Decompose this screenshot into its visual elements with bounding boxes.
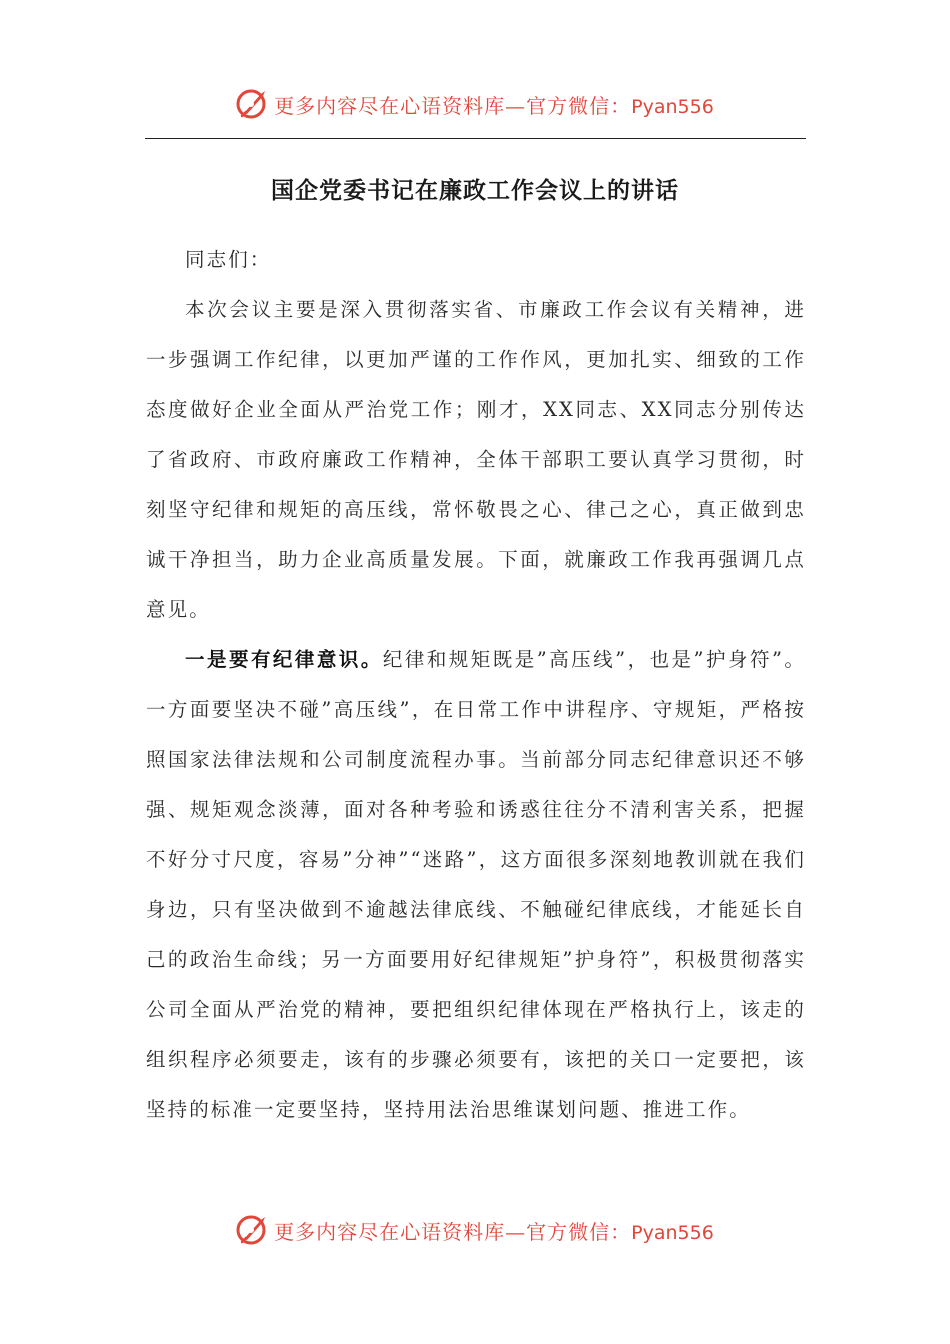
paragraph-2-lead: 一是要有纪律意识。: [185, 648, 383, 671]
document-body: [146, 235, 806, 1135]
watermark-text: 更多内容尽在心语资料库—官方微信：Pyan556: [274, 1219, 714, 1244]
paragraph-2: [146, 635, 806, 1135]
watermark-text: 更多内容尽在心语资料库—官方微信：Pyan556: [274, 93, 714, 118]
salutation: 同志们：: [185, 248, 272, 271]
footer-watermark: [0, 1210, 950, 1250]
header-rule: [145, 138, 806, 139]
paragraph-2-text: 纪律和规矩既是”高压线”，也是”护身符”。一方面要坚决不碰”高压线”，在日常工作中讲程序、守规矩，严格按照国家法律法规和公司制度流程办事。当前部分同志纪律意识还不够强、规矩观念淡薄，面对各种考验和诱惑往往分不清利害关系，把握不好分寸尺度，容易”分神”“迷路”，这方面很多深刻地教训就在我们身边，只有坚决做到不逾越法律底线、不触碰纪律底线，才能延长自己的政治生命线；另一方面要用好纪律规矩”护身符”，积极贯彻落实公司全面从严治党的精神，要把组织纪律体现在严格执行上，该走的组织程序必须要走，该有的步骤必须要有，该把的关口一定要把，该坚持的标准一定要坚持，坚持用法治思维谋划问题、推进工作。: [146, 648, 806, 1121]
document-title: 国企党委书记在廉政工作会议上的讲话: [271, 177, 679, 204]
wechat-id: Pyan556: [631, 95, 714, 118]
paragraph-1: [146, 285, 806, 635]
paragraph-1-text: 本次会议主要是深入贯彻落实省、市廉政工作会议有关精神，进一步强调工作纪律，以更加严谨的工作作风，更加扎实、细致的工作态度做好企业全面从严治党工作；刚才，XX同志、XX同志分别传达了省政府、市政府廉政工作精神，全体干部职工要认真学习贯彻，时刻坚守纪律和规矩的高压线，常怀敬畏之心、律己之心，真正做到忠诚干净担当，助力企业高质量发展。下面，就廉政工作我再强调几点意见。: [146, 298, 806, 621]
quill-logo-icon: [236, 87, 270, 121]
quill-logo-icon: [236, 1213, 270, 1247]
header-watermark: [0, 84, 950, 124]
wechat-id: Pyan556: [631, 1221, 714, 1244]
